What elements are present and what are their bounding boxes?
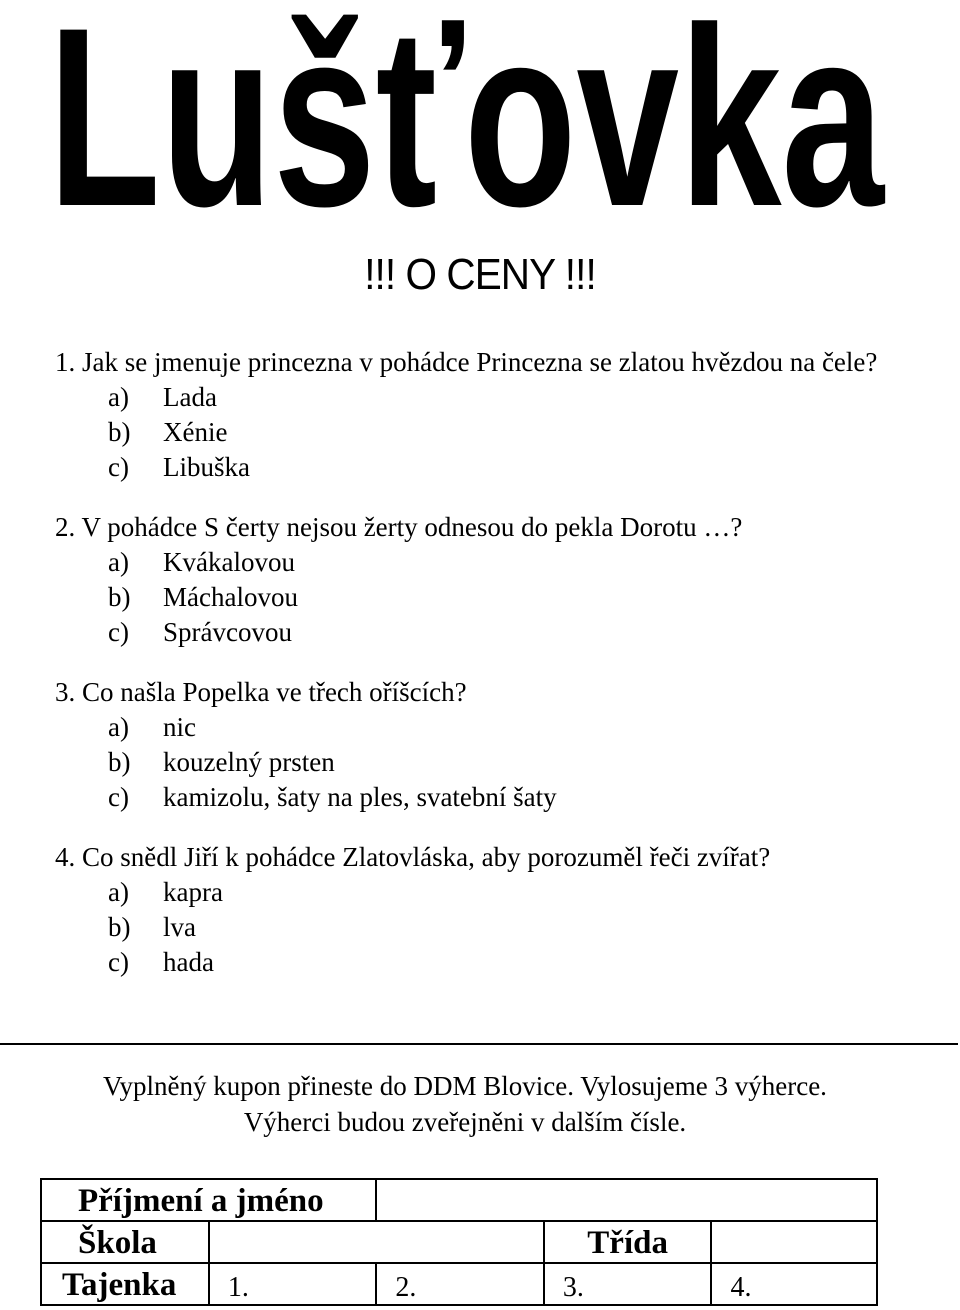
class-field[interactable] xyxy=(711,1221,877,1263)
question-text: Jak se jmenuje princezna v pohádce Princezna se zlatou hvězdou na čele? xyxy=(82,347,878,377)
options xyxy=(55,380,880,485)
question-text: V pohádce S čerty nejsou žerty odnesou do pekla Dorotu …? xyxy=(81,512,743,542)
question-text: Co snědl Jiří k pohádce Zlatovláska, aby porozuměl řeči zvířat? xyxy=(82,842,771,872)
answer-field-2[interactable]: 2. xyxy=(376,1263,543,1305)
question-number: 1. xyxy=(55,347,76,377)
name-field[interactable] xyxy=(376,1179,877,1221)
option-b: b) lva xyxy=(108,912,196,942)
quiz xyxy=(55,345,880,1005)
name-label: Příjmení a jméno xyxy=(41,1179,376,1221)
notice-line-2: Výherci budou zveřejněni v dalším čísle. xyxy=(243,1107,687,1137)
options xyxy=(55,875,880,980)
coupon-row-school xyxy=(41,1221,877,1263)
answer-field-1[interactable]: 1. xyxy=(209,1263,376,1305)
option-c: c) Libuška xyxy=(108,452,250,482)
options xyxy=(55,710,880,815)
coupon-row-name xyxy=(41,1179,877,1221)
notice-line-1: Vyplněný kupon přineste do DDM Blovice. Vylosujeme 3 výherce. xyxy=(103,1071,827,1101)
school-field[interactable] xyxy=(209,1221,544,1263)
option-c: c) kamizolu, šaty na ples, svatební šaty xyxy=(108,782,557,812)
option-c: c) Správcovou xyxy=(108,617,292,647)
title-text: Lušťovka xyxy=(48,0,886,255)
coupon-table xyxy=(40,1178,878,1306)
option-b: b) Máchalovou xyxy=(108,582,298,612)
question-2 xyxy=(55,510,880,650)
answer-field-3[interactable]: 3. xyxy=(544,1263,712,1305)
divider xyxy=(0,1043,958,1045)
option-a: a) Kvákalovou xyxy=(108,547,295,577)
question-number: 4. xyxy=(55,842,76,872)
option-b: b) kouzelný prsten xyxy=(108,747,335,777)
question-text: Co našla Popelka ve třech oříšcích? xyxy=(82,677,467,707)
title-logo xyxy=(48,0,888,255)
option-a: a) Lada xyxy=(108,382,217,412)
option-c: c) hada xyxy=(108,947,214,977)
coupon-row-answer xyxy=(41,1263,877,1305)
options xyxy=(55,545,880,650)
answer-label: Tajenka xyxy=(41,1263,209,1305)
class-label: Třída xyxy=(544,1221,712,1263)
subtitle: !!! O CENY !!! xyxy=(364,250,596,299)
option-b: b) Xénie xyxy=(108,417,228,447)
question-number: 2. xyxy=(55,512,76,542)
option-a: a) kapra xyxy=(108,877,223,907)
question-4 xyxy=(55,840,880,980)
notice xyxy=(0,1068,930,1140)
question-3 xyxy=(55,675,880,815)
question-number: 3. xyxy=(55,677,76,707)
question-1 xyxy=(55,345,880,485)
option-a: a) nic xyxy=(108,712,196,742)
answer-field-4[interactable]: 4. xyxy=(711,1263,877,1305)
school-label: Škola xyxy=(41,1221,209,1263)
